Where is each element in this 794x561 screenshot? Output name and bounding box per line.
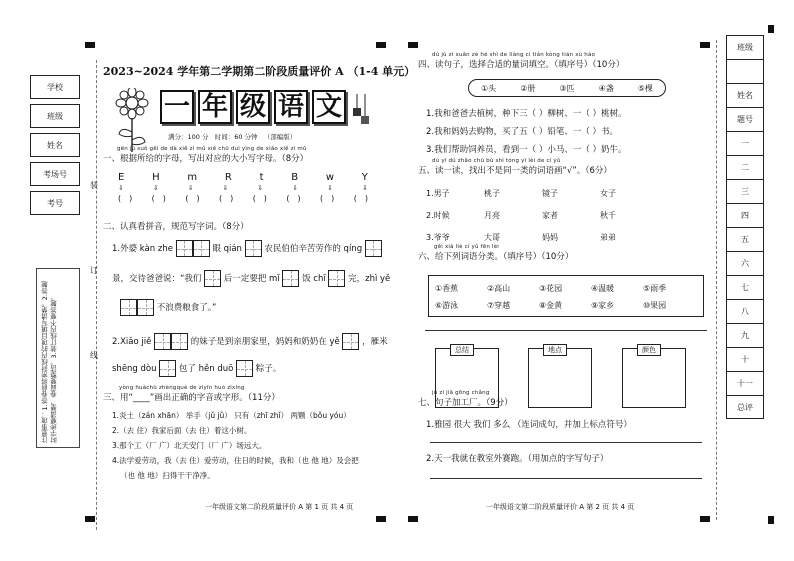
info-exam-no[interactable]: 考号 <box>30 191 80 215</box>
q4-title: 四、读句子，选择合适的量词填空。（填序号）（10分） <box>418 60 625 70</box>
q2-line4: 2.Xiǎo jiě 的妹子是到亲朋家里，妈妈和奶奶在 yě ，雁米 <box>112 333 388 350</box>
q2-line3: 不浪费粮食了。” <box>120 299 216 316</box>
flower-illustration <box>113 88 151 154</box>
char-box[interactable] <box>342 333 359 350</box>
arrow-down-icon: ⇓ <box>118 184 124 192</box>
registration-mark <box>408 516 418 522</box>
title-char: 年 <box>198 90 232 124</box>
char-box[interactable] <box>365 240 382 257</box>
q3: yòng huàchū zhèngquè de zìyīn huò zìxíng 三、用“____”画出正确的字音或字形。（11分） <box>103 385 280 403</box>
score-cell: 姓名 <box>726 83 764 107</box>
registration-mark <box>85 516 95 522</box>
q1: gēn jù suǒ gěi de dà xiě zì mǔ xiě chū duì yìng de xiǎo xiě zì mǔ 一、根据所给的字母，写出对应的大小写字母。（8分） <box>103 146 309 164</box>
char-box[interactable] <box>282 270 299 287</box>
registration-mark <box>700 42 710 48</box>
q2-line2: 景，交待爸爸说：“我们 后一定要把 mǐ 饭 chī 完，zhì yě <box>112 270 390 287</box>
binding-line <box>716 40 717 520</box>
registration-mark <box>700 516 710 522</box>
score-cell[interactable]: 四 <box>726 203 764 227</box>
letter: m <box>187 172 198 183</box>
char-box[interactable] <box>176 240 193 257</box>
title-char: 级 <box>236 90 270 124</box>
q5-title: 五、读一读，找出不是同一类的词语画“√”。（6分） <box>418 166 612 176</box>
score-cell: 题号 <box>726 107 764 131</box>
exam-title: 2023~2024 学年第二学期第二阶段质量评价 A （1-4 单元） <box>103 65 416 78</box>
score-cell[interactable]: 九 <box>726 323 764 347</box>
binding-line <box>96 60 97 530</box>
char-box[interactable] <box>193 240 210 257</box>
q3-item: （也 他 地）扫得干干净净。 <box>120 471 215 480</box>
q3-title: 三、用“____”画出正确的字音或字形。（11分） <box>103 393 280 403</box>
letter: R <box>224 172 232 183</box>
q7-item: 2.天一我就在教室外赛跑。（用加点的字写句子） <box>426 454 609 464</box>
big-title <box>160 90 350 124</box>
answer-line[interactable] <box>430 442 702 443</box>
char-box[interactable] <box>171 333 188 350</box>
q2-title: 二、认真看拼音，规范写字词。（8分） <box>103 222 249 232</box>
footer-left: 一年级语文第二阶段质量评价 A 第 1 页 共 4 页 <box>205 503 354 511</box>
score-cell[interactable]: 七 <box>726 275 764 299</box>
arrow-down-icon: ⇓ <box>292 184 299 192</box>
arrow-down-icon: ⇓ <box>257 184 264 192</box>
q4-item: 3.我们帮助饲养员，看到一（ ）小马、一（ ）奶牛。 <box>426 145 627 155</box>
q6-title: 六、给下列词语分类。（填序号）（10分） <box>418 252 574 262</box>
notice-text: 注意事项：1.答卷前将密封线内的项目填写清楚。2.答题时字迹要清楚、卷面要整洁。3.装订线内不要答题。 <box>41 281 58 443</box>
q5-row: 2.时候 月亮 家者 秋千 <box>426 211 616 220</box>
score-cell[interactable]: 二 <box>726 155 764 179</box>
score-cell: 班级 <box>726 35 764 59</box>
q4-options <box>468 79 666 97</box>
registration-mark <box>408 42 418 48</box>
registration-mark <box>768 516 774 524</box>
q7-title: 七、句子加工厂。（9分） <box>418 398 513 408</box>
registration-mark <box>376 516 386 522</box>
char-box[interactable] <box>159 360 176 377</box>
bell-icon <box>352 94 370 134</box>
category-box[interactable]: 地点 <box>528 348 592 408</box>
notice-box <box>36 268 80 448</box>
q5-row: 3.爷爷 大哥 妈妈 弟弟 <box>426 233 616 242</box>
q4-item: 1.我和爸爸去植树，种下三（ ）柳树、一（ ）桃树。 <box>426 109 627 119</box>
q2-line5: shēng dòu 包了 hěn duō 粽子。 <box>112 360 281 377</box>
title-char: 一 <box>160 90 194 124</box>
title-char: 文 <box>312 90 346 124</box>
letter: B <box>291 172 299 183</box>
binding-char-3: 线 <box>90 351 98 360</box>
category-box[interactable]: 颜色 <box>622 348 686 408</box>
flower-icon <box>113 88 151 154</box>
char-box[interactable] <box>154 333 171 350</box>
arrow-down-icon: ⇓ <box>152 184 159 192</box>
score-cell[interactable]: 三 <box>726 179 764 203</box>
char-box[interactable] <box>328 270 345 287</box>
char-box[interactable] <box>204 270 221 287</box>
char-box[interactable] <box>236 360 253 377</box>
q1-letters <box>118 172 368 204</box>
letter: E <box>118 172 125 183</box>
score-cell[interactable]: 一 <box>726 131 764 155</box>
exam-meta: 满分：100 分 时间：60 分钟 （部编版） <box>168 133 297 141</box>
bells-decoration <box>352 94 370 134</box>
score-cell[interactable]: 五 <box>726 227 764 251</box>
registration-mark <box>85 42 95 48</box>
q3-item: 1.炎土（zán xhān） 举手（jǔ jǔ） 只有（zhī zhǐ） 两颗（bǒu yóu） <box>112 411 351 420</box>
binding-char-2: 订 <box>90 266 98 275</box>
answer-row[interactable]: ( ) ( ) ( ) ( ) ( ) ( ) ( ) ( ) <box>118 194 368 203</box>
option: ①头 <box>481 83 497 93</box>
registration-mark <box>376 42 386 48</box>
letter: Y <box>361 172 368 183</box>
letter: w <box>325 172 335 183</box>
answer-line[interactable] <box>430 478 702 479</box>
q3-item: 3.那个工（厂 广）北天安门（厂 广）场远大。 <box>112 441 267 450</box>
score-column <box>726 35 764 419</box>
info-name[interactable]: 姓名 <box>30 133 80 157</box>
hanging-line <box>425 330 707 331</box>
q2-line1: 1.外婆 kàn zhe 眼 qián 农民伯伯辛苦劳作的 qíng <box>112 240 382 257</box>
char-box[interactable] <box>137 299 154 316</box>
arrow-down-icon: ⇓ <box>327 184 334 192</box>
q3-item: 4.法学爱劳动，我（去 住）爱劳动，住日的时候，我和（也 他 地）及会把 <box>112 456 359 465</box>
title-char: 语 <box>274 90 308 124</box>
q5: dú yī dú zhǎo chū bù shì tóng yī lèi de cí yǔ 五、读一读，找出不是同一类的词语画“√”。（6分） <box>418 158 612 176</box>
q7-item: 1.雅园 很大 我们 多么 （连词成句，并加上标点符号） <box>426 420 632 430</box>
binding-char-1: 装 <box>90 181 98 190</box>
q6: gěi xià liè cí yǔ fēn lèi 六、给下列词语分类。（填序号）（10分） <box>418 244 574 262</box>
option: ④盏 <box>598 83 614 93</box>
option: ⑤棵 <box>637 83 653 93</box>
q4-item: 2.我和妈妈去购物，买了五（ ）铅笔、一（ ）书。 <box>426 127 619 137</box>
q4: dú jù zi xuǎn zé hé shì de liàng cí tián kòng tián xù hào 四、读句子，选择合适的量词填空。（填序号）（10分） <box>418 52 625 70</box>
score-cell[interactable]: 总评 <box>726 395 764 419</box>
score-cell[interactable] <box>726 59 764 83</box>
q5-row: 1.男子 桃子 镜子 女子 <box>426 189 616 198</box>
option: ②册 <box>520 83 536 93</box>
q7: jù zi jiā gōng chǎng 七、句子加工厂。（9分） <box>418 390 513 408</box>
registration-mark <box>768 25 774 33</box>
arrow-row <box>118 184 368 192</box>
info-class[interactable]: 班级 <box>30 104 80 128</box>
q3-item: 2.（去 住）我家后面（去 住）着这小树。 <box>112 426 252 435</box>
score-cell[interactable]: 八 <box>726 299 764 323</box>
info-room[interactable]: 考场号 <box>30 162 80 186</box>
category-box[interactable]: 总结 <box>435 348 499 408</box>
q1-title: 一、根据所给的字母，写出对应的大小写字母。（8分） <box>103 154 309 164</box>
footer-right: 一年级语文第二阶段质量评价 A 第 2 页 共 4 页 <box>486 503 635 511</box>
option: ③匹 <box>559 83 575 93</box>
char-box[interactable] <box>120 299 137 316</box>
arrow-down-icon: ⇓ <box>362 184 368 192</box>
score-cell[interactable]: 十一 <box>726 371 764 395</box>
q6-word-box: ①香蕉 ②高山 ③花园 ④温暖 ⑤雨季 ⑥游泳 ⑦穿越 ⑧金黄 ⑨家乡 ⑩果园 <box>428 275 704 317</box>
info-school[interactable]: 学校 <box>30 75 80 99</box>
student-info-column <box>30 75 80 220</box>
arrow-down-icon: ⇓ <box>222 184 229 192</box>
score-cell[interactable]: 六 <box>726 251 764 275</box>
arrow-down-icon: ⇓ <box>187 184 194 192</box>
char-box[interactable] <box>245 240 262 257</box>
score-cell[interactable]: 十 <box>726 347 764 371</box>
letter: t <box>259 172 264 183</box>
letter: H <box>152 172 160 183</box>
